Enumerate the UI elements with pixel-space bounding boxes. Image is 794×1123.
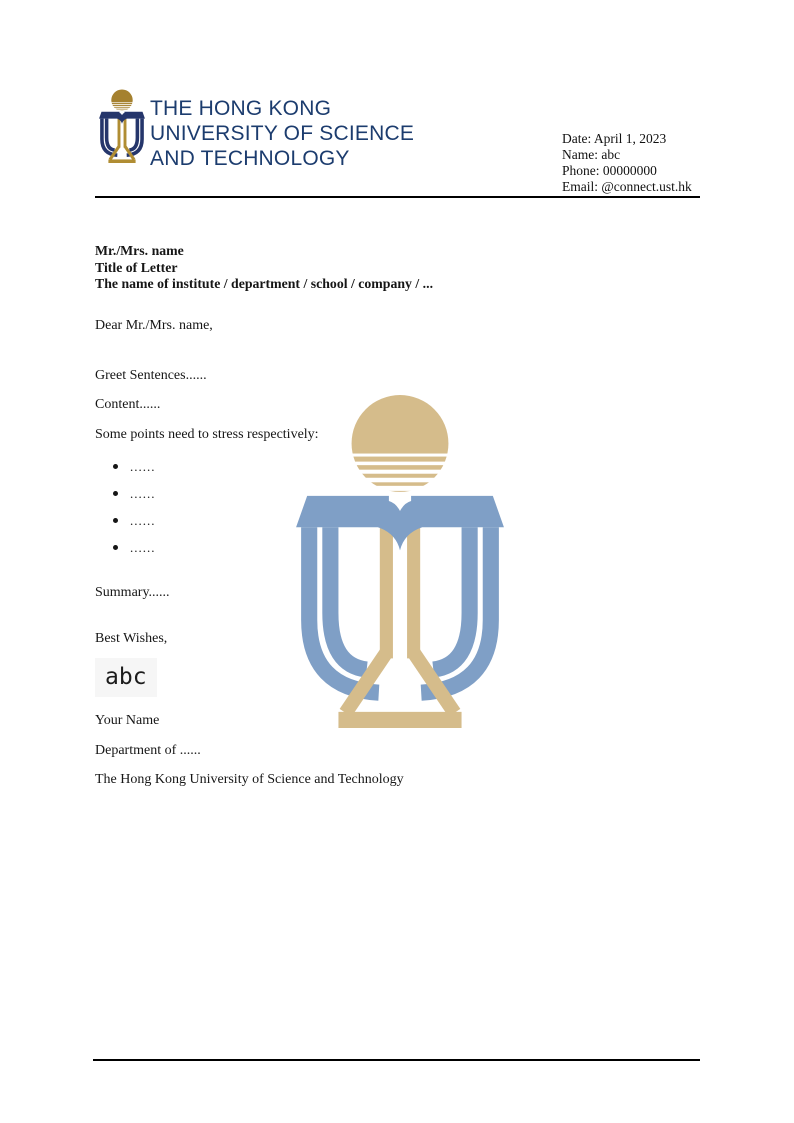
wordmark-line-1: THE HONG KONG — [150, 97, 332, 120]
wordmark-line-3: AND TECHNOLOGY — [150, 147, 350, 170]
list-item — [113, 514, 156, 528]
list-item — [113, 460, 156, 474]
list-item-text: ...... — [130, 486, 156, 501]
list-item-text: ...... — [130, 540, 156, 555]
bullet-icon — [113, 464, 118, 469]
university-wordmark — [150, 96, 414, 171]
list-item-text: ...... — [130, 459, 156, 474]
bullet-icon — [113, 545, 118, 550]
greeting-line: Greet Sentences...... — [95, 368, 207, 383]
header-rule — [95, 196, 700, 198]
info-name: Name: abc — [562, 147, 621, 162]
sender-department-line: Department of ...... — [95, 743, 201, 758]
list-item — [113, 487, 156, 501]
closing-line: Best Wishes, — [95, 631, 168, 646]
footer-rule — [93, 1059, 700, 1061]
points-list — [113, 460, 156, 568]
wordmark-line-2: UNIVERSITY OF SCIENCE — [150, 122, 415, 145]
content-line: Content...... — [95, 397, 161, 412]
info-phone: Phone: 00000000 — [562, 163, 657, 178]
salutation-line: Dear Mr./Mrs. name, — [95, 318, 213, 333]
hkust-emblem-icon — [99, 89, 145, 163]
bullet-icon — [113, 491, 118, 496]
recipient-block — [95, 243, 433, 293]
hkust-emblem-watermark-icon — [296, 393, 504, 728]
sender-university-line: The Hong Kong University of Science and Technology — [95, 772, 404, 787]
bullet-icon — [113, 518, 118, 523]
sender-name-line: Your Name — [95, 713, 160, 728]
summary-line: Summary...... — [95, 585, 170, 600]
list-item-text: ...... — [130, 513, 156, 528]
sender-info-block — [562, 131, 692, 195]
recipient-institute: The name of institute / department / school / company / ... — [95, 276, 434, 292]
recipient-title: Title of Letter — [95, 259, 178, 275]
signature-box: abc — [95, 658, 157, 697]
points-intro-line: Some points need to stress respectively: — [95, 427, 319, 442]
info-email: Email: @connect.ust.hk — [562, 179, 692, 194]
recipient-name: Mr./Mrs. name — [95, 243, 184, 258]
info-date: Date: April 1, 2023 — [562, 131, 667, 146]
list-item — [113, 541, 156, 555]
